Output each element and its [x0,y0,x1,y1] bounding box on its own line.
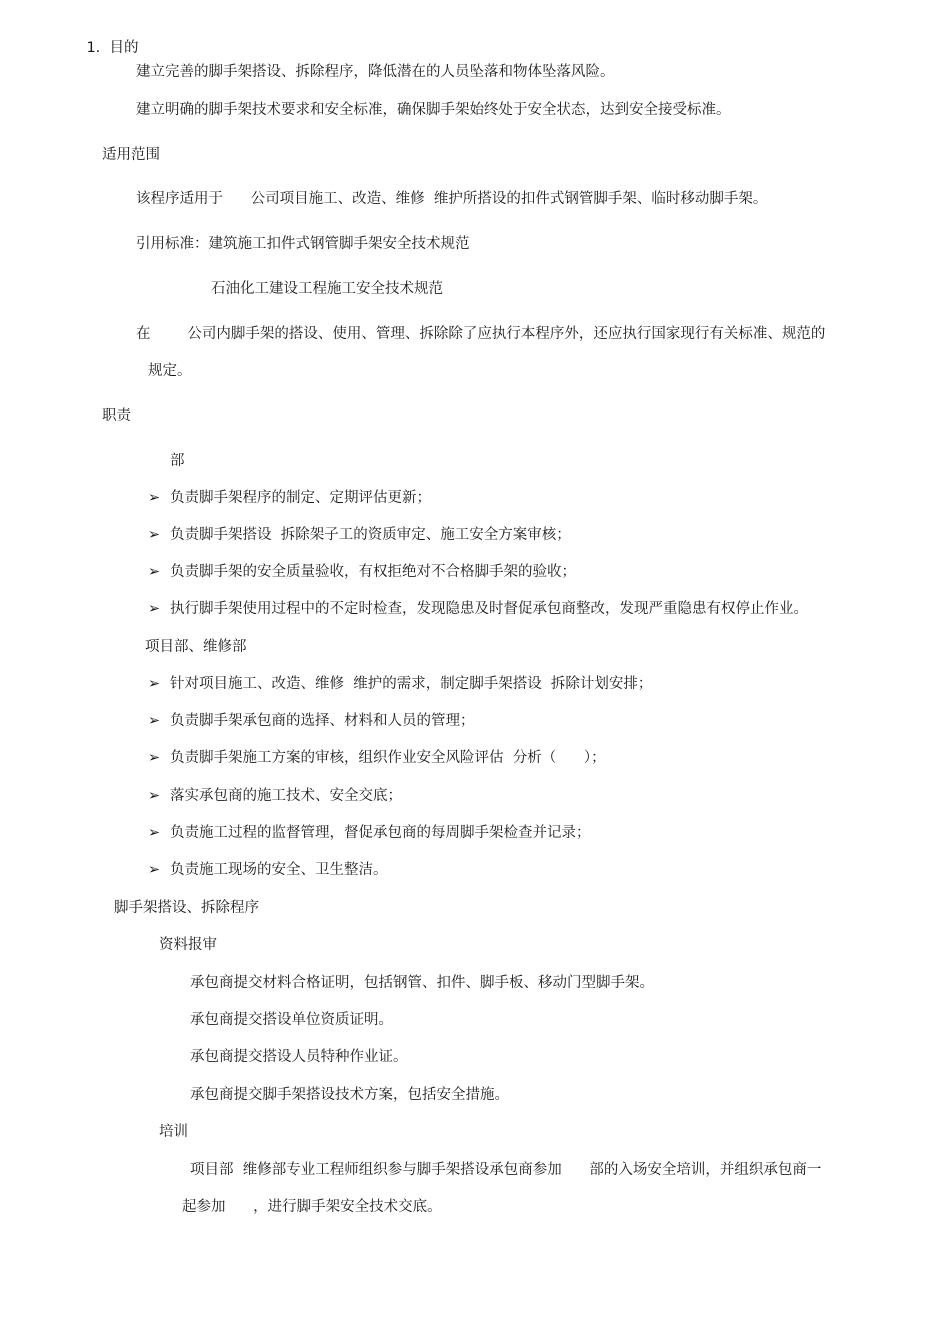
bullet-icon: ➢ [148,601,161,617]
dept-2-item: ➢ 负责脚手架施工方案的审核，组织作业安全风险评估 分析（ ）； [148,750,606,766]
review-item: 承包商提交材料合格证明，包括钢管、扣件、脚手板、移动门型脚手架。 [190,975,654,991]
dept-1-item: ➢ 负责脚手架的安全质量验收，有权拒绝对不合格脚手架的验收； [148,564,576,580]
purpose-line-2: 建立明确的脚手架技术要求和安全标准，确保脚手架始终处于安全状态，达到安全接受标准。 [136,102,731,118]
scope-note-line-2: 规定。 [148,363,192,379]
scope-applies: 该程序适用于 公司项目施工、改造、维修 维护所搭设的扣件式钢管脚手架、临时移动脚手架。 [136,191,768,207]
dept-2-item: ➢ 针对项目施工、改造、维修 维护的需求，制定脚手架搭设 拆除计划安排； [148,676,653,692]
dept-1-item: ➢ 负责脚手架搭设 拆除架子工的资质审定、施工安全方案审核； [148,527,571,543]
dept-2-item: ➢ 负责施工现场的安全、卫生整洁。 [148,862,388,878]
bullet-icon: ➢ [148,676,161,692]
dept-2-label: 项目部、维修部 [145,639,247,655]
section-1-heading [68,18,139,78]
review-item: 承包商提交搭设人员特种作业证。 [190,1049,408,1065]
training-line-1: 项目部 维修部专业工程师组织参与脚手架搭设承包商参加 部的入场安全培训，并组织承包商一 [190,1162,822,1178]
section-1-title: 目的 [109,40,139,56]
dept-1-label: 部 [170,453,185,469]
bullet-icon: ➢ [148,788,161,804]
bullet-icon: ➢ [148,713,161,729]
section-1-number: 1. [86,40,101,56]
dept-2-item: ➢ 负责施工过程的监督管理，督促承包商的每周脚手架检查并记录； [148,825,591,841]
dept-2-item: ➢ 负责脚手架承包商的选择、材料和人员的管理； [148,713,475,729]
bullet-icon: ➢ [148,750,161,766]
scope-note-line-1: 在 公司内脚手架的搭设、使用、管理、拆除除了应执行本程序外，还应执行国家现行有关标准、规范的 [136,326,826,342]
duties-heading: 职责 [102,408,131,424]
bullet-icon: ➢ [148,825,161,841]
purpose-line-1: 建立完善的脚手架搭设、拆除程序，降低潜在的人员坠落和物体坠落风险。 [136,64,615,80]
dept-1-item: ➢ 执行脚手架使用过程中的不定时检查，发现隐患及时督促承包商整改，发现严重隐患有权停止作业。 [148,601,808,617]
review-heading: 资料报审 [159,937,217,953]
scope-heading: 适用范围 [102,147,160,163]
review-item: 承包商提交脚手架搭设技术方案，包括安全措施。 [190,1087,509,1103]
training-heading: 培训 [159,1124,188,1140]
bullet-icon: ➢ [148,862,161,878]
procedure-heading: 脚手架搭设、拆除程序 [114,900,259,916]
dept-1-item: ➢ 负责脚手架程序的制定、定期评估更新； [148,490,431,506]
reference-standard-2: 石油化工建设工程施工安全技术规范 [211,281,443,297]
reference-standard-1: 引用标准：建筑施工扣件式钢管脚手架安全技术规范 [136,236,470,252]
bullet-icon: ➢ [148,564,161,580]
bullet-icon: ➢ [148,490,161,506]
training-line-2: 起参加 ，进行脚手架安全技术交底。 [182,1199,442,1215]
review-item: 承包商提交搭设单位资质证明。 [190,1012,393,1028]
dept-2-item: ➢ 落实承包商的施工技术、安全交底； [148,788,402,804]
bullet-icon: ➢ [148,527,161,543]
